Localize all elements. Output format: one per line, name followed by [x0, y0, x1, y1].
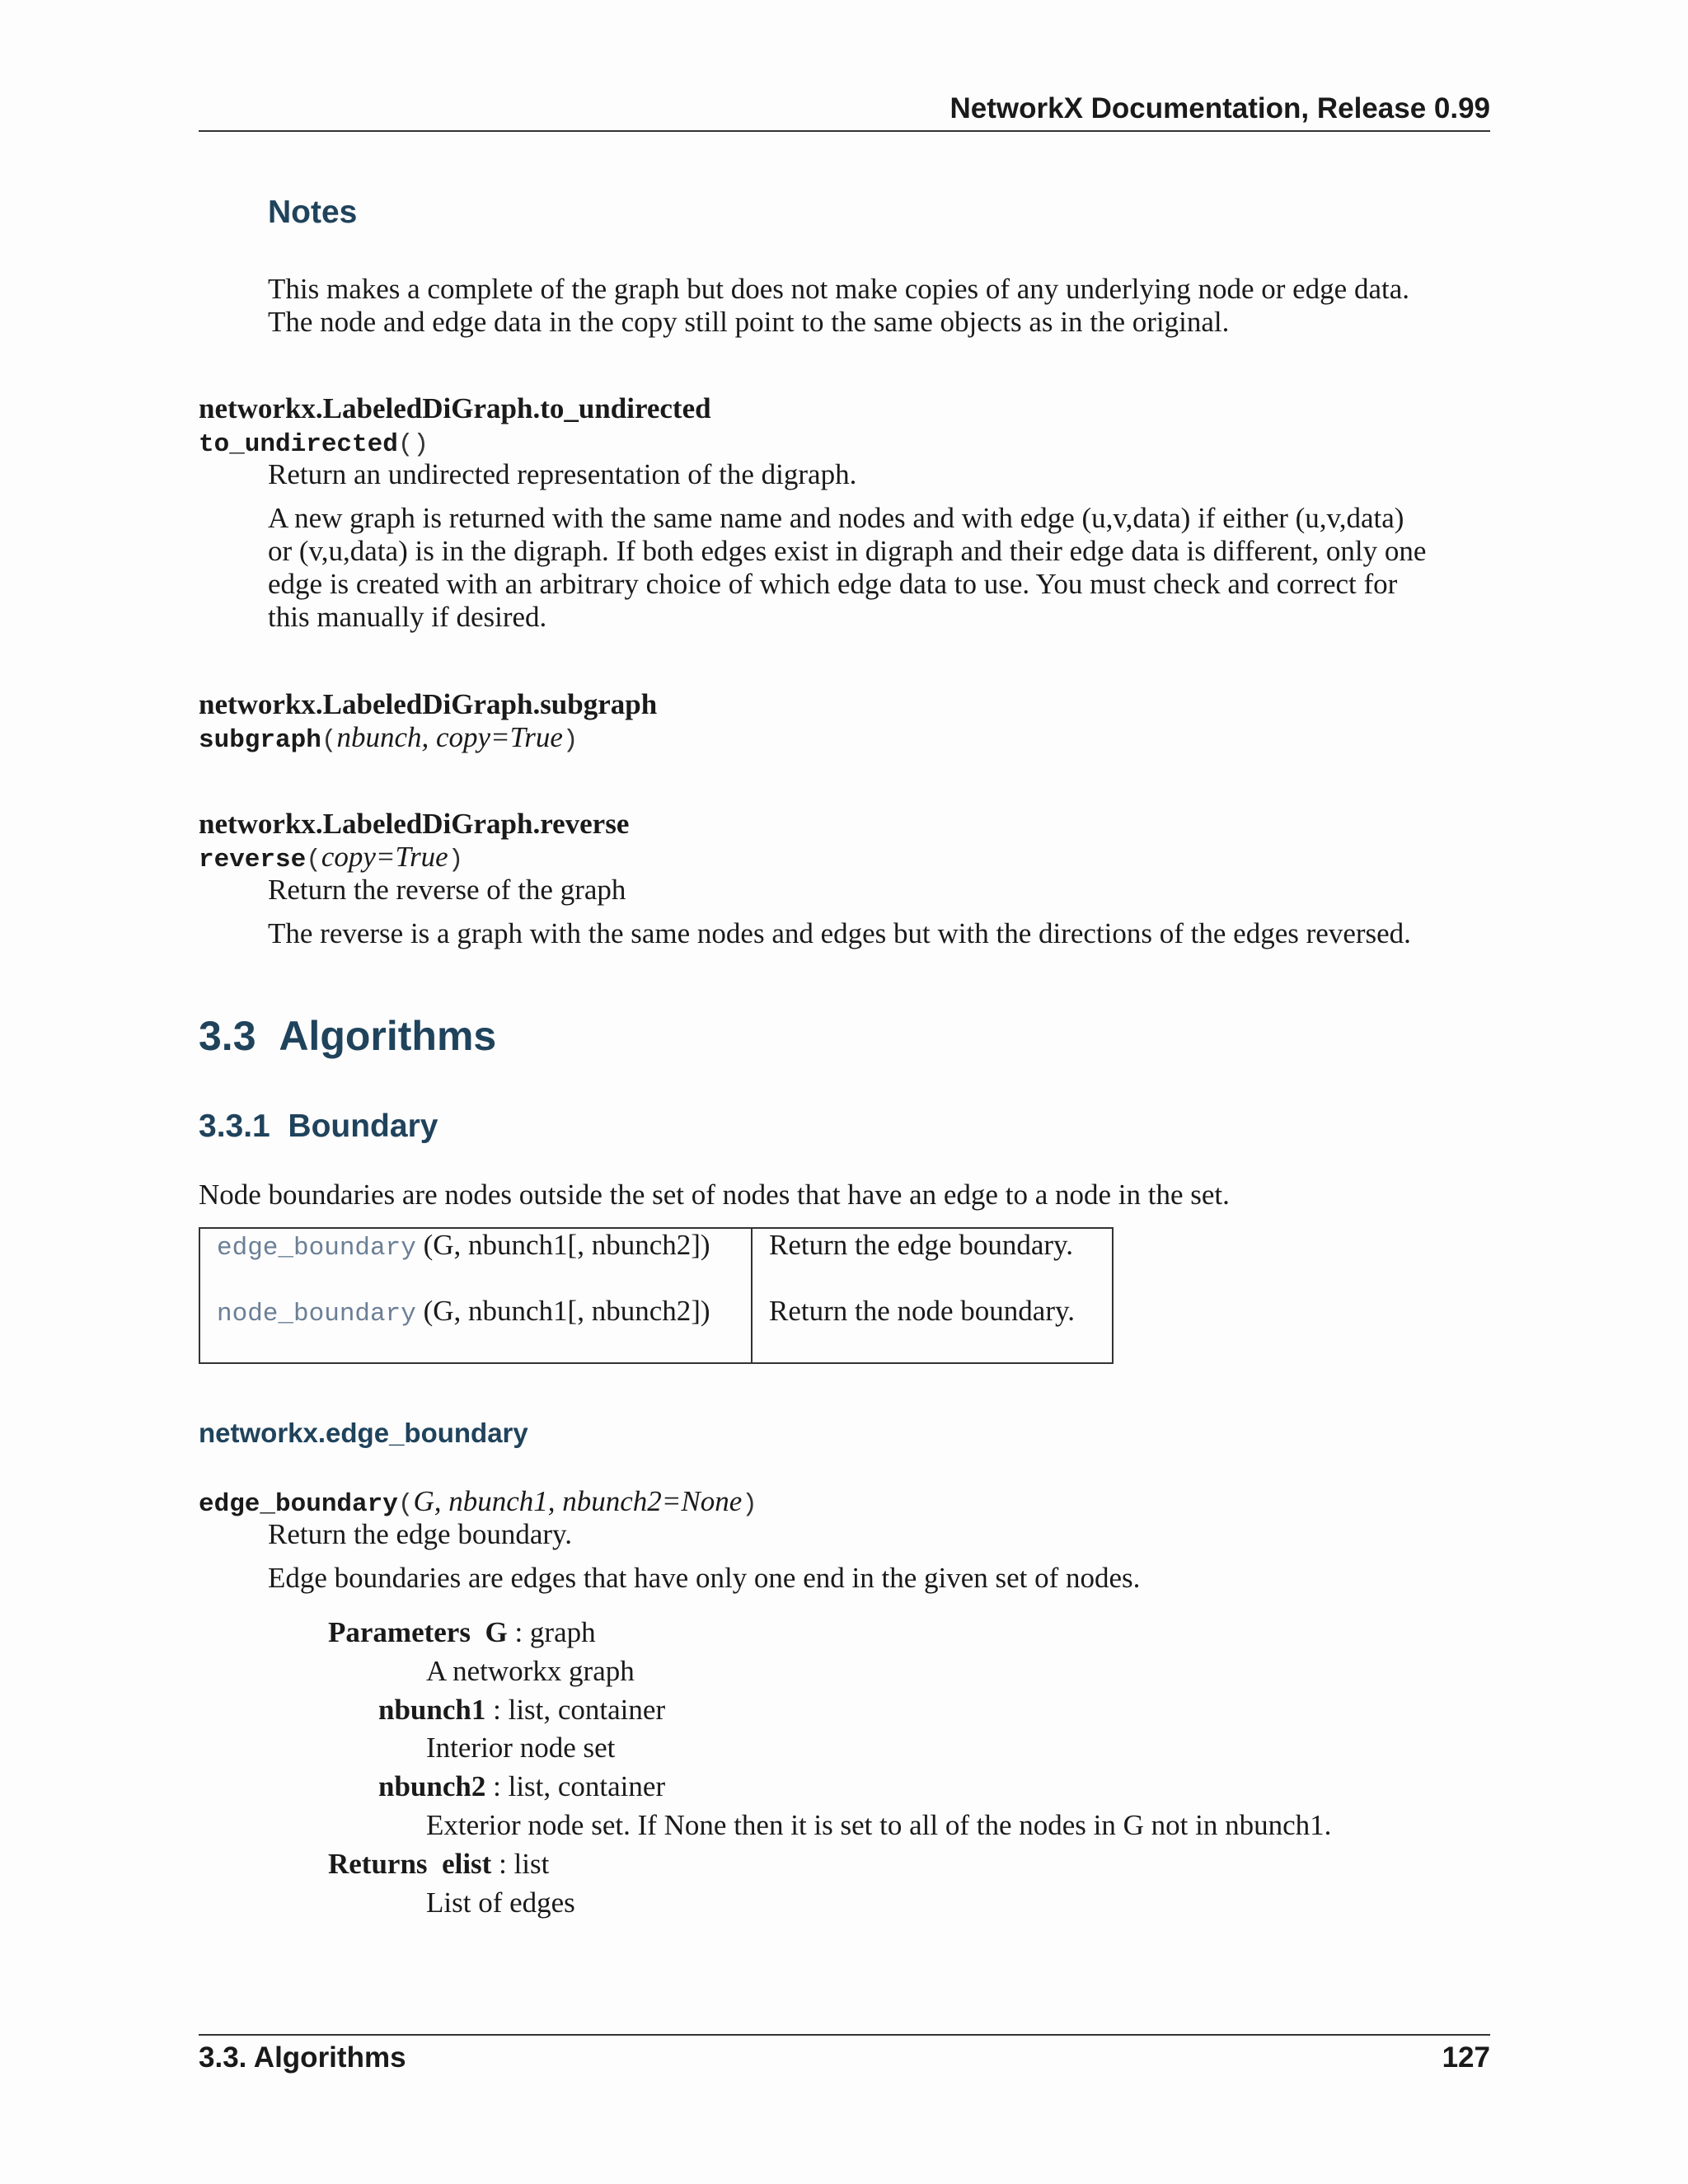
params-label-row — [328, 1616, 596, 1649]
return-name: elist — [442, 1848, 492, 1880]
table-row — [199, 1295, 1113, 1363]
close-paren: ) — [742, 1490, 757, 1519]
close-paren: ) — [413, 430, 429, 459]
param-name: G — [485, 1616, 508, 1648]
running-header: NetworkX Documentation, Release 0.99 — [950, 92, 1490, 124]
reverse-sig-params: copy=True — [321, 841, 448, 873]
param-name: nbunch2 — [378, 1770, 486, 1802]
to-undirected-summary: Return an undirected representation of the digraph. — [268, 458, 857, 490]
boundary-intro: Node boundaries are nodes outside the set of nodes that have an edge to a node in the set. — [199, 1179, 1230, 1211]
to-undirected-signature — [199, 425, 429, 462]
edge-boundary-heading: networkx.edge_boundary — [199, 1418, 528, 1448]
edge-boundary-link[interactable]: edge_boundary — [217, 1234, 416, 1263]
edge-boundary-sig-name: edge_boundary — [199, 1490, 398, 1519]
notes-line: This makes a complete of the graph but does not make copies of any underlying node or edge data. — [268, 273, 1409, 305]
params-label: Parameters — [328, 1616, 471, 1648]
desc-line: A new graph is returned with the same name and nodes and with edge (u,v,data) if either (u,v,data) — [268, 502, 1404, 534]
open-paren: ( — [306, 846, 321, 874]
table-row — [199, 1228, 1113, 1295]
desc-line: or (v,u,data) is in the digraph. If both edges exist in digraph and their edge data is different, only one — [268, 535, 1427, 567]
subsection-heading — [199, 1108, 438, 1145]
subgraph-sig-params: nbunch, copy=True — [336, 721, 563, 753]
notes-line: The node and edge data in the copy still point to the same objects as in the original. — [268, 306, 1230, 338]
function-args: (G, nbunch1[, nbunch2]) — [415, 1229, 710, 1261]
edge-boundary-summary: Return the edge boundary. — [268, 1518, 573, 1550]
to-undirected-title: networkx.LabeledDiGraph.to_undirected — [199, 392, 711, 424]
reverse-title: networkx.LabeledDiGraph.reverse — [199, 808, 630, 840]
reverse-description: The reverse is a graph with the same nodes and edges but with the directions of the edges reversed. — [268, 917, 1411, 949]
open-paren: ( — [397, 1490, 414, 1519]
to-undirected-description — [268, 502, 1490, 634]
param-desc: Interior node set — [426, 1732, 616, 1764]
desc-line: edge is created with an arbitrary choice of which edge data to use. You must check and correct for — [268, 568, 1398, 600]
subsection-title: Boundary — [288, 1108, 438, 1144]
returns-label-row — [328, 1848, 549, 1881]
reverse-summary: Return the reverse of the graph — [268, 874, 626, 906]
function-args: (G, nbunch1[, nbunch2]) — [415, 1295, 710, 1327]
reverse-sig-name: reverse — [199, 846, 307, 874]
reverse-signature — [199, 841, 463, 877]
param-row — [378, 1770, 665, 1803]
returns-label: Returns — [328, 1848, 428, 1880]
close-paren: ) — [448, 846, 464, 874]
footer-section: 3.3. Algorithms — [199, 2041, 406, 2074]
subgraph-title: networkx.LabeledDiGraph.subgraph — [199, 688, 658, 720]
open-paren: ( — [321, 726, 337, 755]
notes-heading: Notes — [268, 194, 358, 230]
section-title: Algorithms — [279, 1013, 497, 1059]
param-desc: A networkx graph — [426, 1655, 635, 1687]
param-desc: Exterior node set. If None then it is set to all of the nodes in G not in nbunch1. — [426, 1809, 1332, 1841]
node-boundary-link[interactable]: node_boundary — [217, 1300, 416, 1329]
desc-line: this manually if desired. — [268, 601, 547, 633]
edge-boundary-signature — [199, 1485, 757, 1521]
return-desc: List of edges — [426, 1886, 575, 1919]
subgraph-signature — [199, 721, 578, 757]
footer-rule — [199, 2034, 1490, 2036]
table-cell-function — [199, 1228, 752, 1295]
to-undirected-sig-name: to_undirected — [199, 430, 398, 459]
param-type: : list, container — [485, 1694, 666, 1726]
boundary-summary-table — [199, 1227, 1114, 1364]
param-type: : list, container — [485, 1770, 666, 1802]
header-rule — [199, 130, 1490, 132]
param-row — [378, 1694, 665, 1727]
section-number: 3.3 — [199, 1013, 256, 1059]
page-number: 127 — [1442, 2041, 1490, 2074]
param-name: nbunch1 — [378, 1694, 486, 1726]
edge-boundary-sig-params: G, nbunch1, nbunch2=None — [413, 1485, 743, 1517]
open-paren: ( — [397, 430, 414, 459]
edge-boundary-description: Edge boundaries are edges that have only one end in the given set of nodes. — [268, 1562, 1141, 1594]
close-paren: ) — [562, 726, 579, 755]
subsection-number: 3.3.1 — [199, 1108, 270, 1144]
table-cell-description: Return the node boundary. — [769, 1295, 1075, 1327]
section-heading — [199, 1012, 496, 1060]
return-type: : list — [491, 1848, 550, 1880]
table-cell-function — [199, 1295, 752, 1363]
table-cell-description: Return the edge boundary. — [769, 1229, 1074, 1261]
notes-paragraph — [268, 273, 1490, 339]
subgraph-sig-name: subgraph — [199, 726, 321, 755]
param-type: : graph — [507, 1616, 596, 1648]
